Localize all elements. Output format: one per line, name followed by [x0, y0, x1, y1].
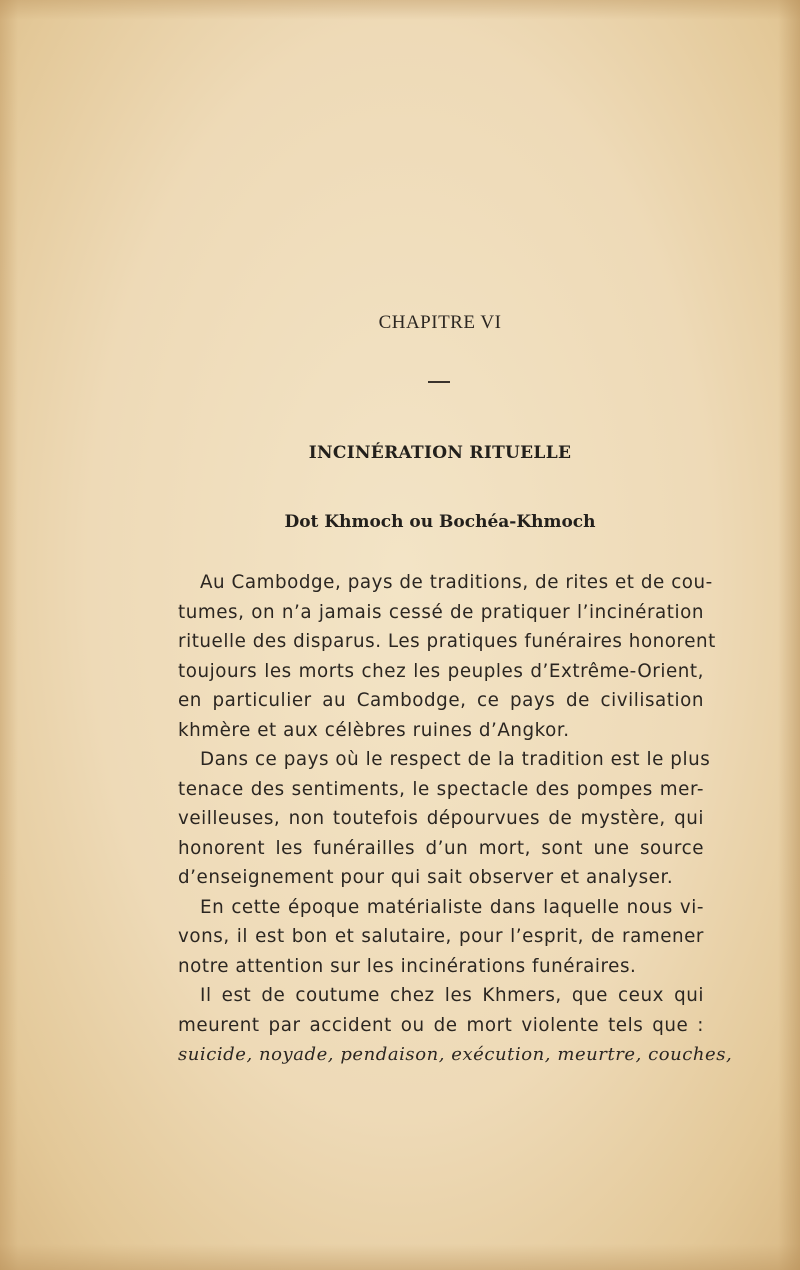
subsection-title: Dot Khmoch ou Bochéa-Khmoch [284, 512, 596, 532]
body-line: honorent les funérailles d’un mort, sont une source [178, 837, 704, 859]
page-edge-right [778, 0, 800, 1270]
body-text [178, 568, 733, 1070]
body-line: meurent par accident ou de mort violente tels que : [178, 1014, 704, 1036]
body-line: toujours les morts chez les peuples d’Extrême-Orient, [178, 660, 704, 682]
body-line: khmère et aux célèbres ruines d’Angkor. [178, 719, 570, 741]
body-line: vons, il est bon et salutaire, pour l’esprit, de ramener [178, 926, 704, 947]
body-line: Dans ce pays où le respect de la tradition est le plus [200, 749, 711, 770]
body-line: d’enseignement pour qui sait observer et analyser. [178, 867, 674, 888]
body-line: Au Cambodge, pays de traditions, de rites et de cou- [200, 572, 713, 593]
body-line: notre attention sur les incinérations funéraires. [178, 955, 637, 977]
section-title: INCINÉRATION RITUELLE [308, 443, 572, 463]
chapter-rule-divider [428, 381, 450, 383]
page-edge-top [0, 0, 800, 20]
chapter-title: CHAPITRE VI [378, 312, 502, 333]
body-line: rituelle des disparus. Les pratiques funéraires honorent [178, 631, 716, 652]
body-line: tenace des sentiments, le spectacle des pompes mer- [178, 778, 704, 800]
page-edge-bottom [0, 1244, 800, 1270]
body-line: suicide, noyade, pendaison, exécution, meurtre, couches, [178, 1044, 733, 1065]
body-line: Il est de coutume chez les Khmers, que ceux qui [200, 985, 704, 1006]
body-line: en particulier au Cambodge, ce pays de civilisation [178, 690, 704, 711]
page-edge-left [0, 0, 18, 1270]
body-line: En cette époque matérialiste dans laquelle nous vi- [200, 896, 704, 918]
body-line: veilleuses, non toutefois dépourvues de mystère, qui [178, 808, 704, 829]
body-line: tumes, on n’a jamais cessé de pratiquer l’incinération [178, 601, 704, 623]
